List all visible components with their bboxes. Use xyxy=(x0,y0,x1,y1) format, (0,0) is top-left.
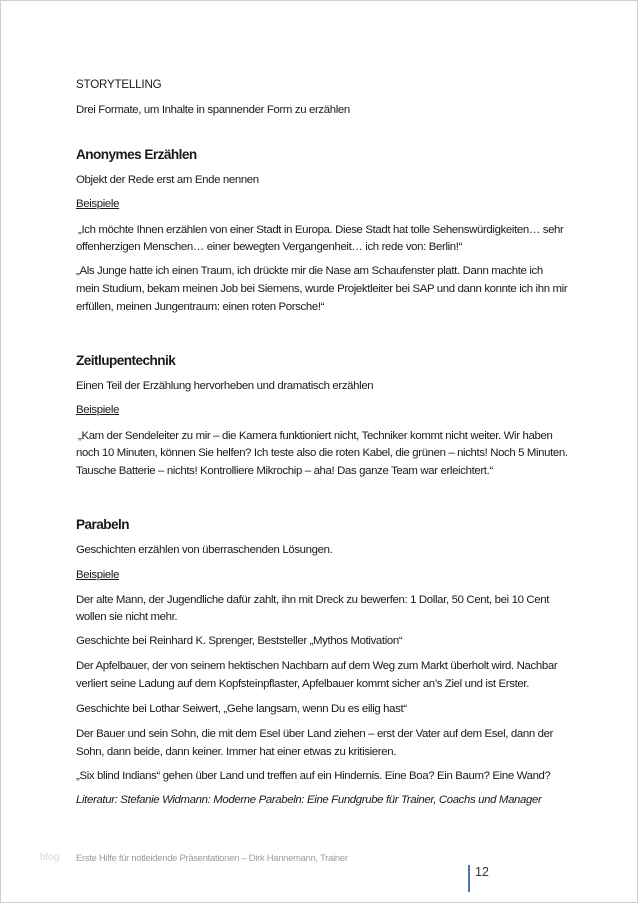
blog-watermark: blog xyxy=(40,852,60,863)
example-line: Geschichte bei Reinhard K. Sprenger, Beststeller „Mythos Motivation“ xyxy=(76,635,403,647)
example-line: mein Studium, bekam meinen Job bei Siemens, wurde Projektleiter bei SAP und dann konnte ich ihn mir xyxy=(76,283,568,295)
section-heading-anonymes-erzaehlen: Anonymes Erzählen xyxy=(76,147,197,162)
document-title: STORYTELLING xyxy=(76,78,162,91)
example-line: Der alte Mann, der Jugendliche dafür zahlt, ihn mit Dreck zu bewerfen: 1 Dollar, 50 Cent, bei 10 Cent xyxy=(76,594,550,606)
footer-rule xyxy=(468,865,470,892)
example-line: erfüllen, meinen Jungentraum: einen roten Porsche!“ xyxy=(76,301,325,313)
example-line: noch 10 Minuten, können Sie helfen? Ich teste also die roten Kabel, die grünen – nichts! Noch 5 Minuten. xyxy=(76,447,568,459)
example-line: „Six blind Indians“ gehen über Land und treffen auf ein Hindernis. Eine Boa? Ein Baum? Eine Wand? xyxy=(76,770,551,782)
literature-reference: Literatur: Stefanie Widmann: Moderne Parabeln: Eine Fundgrube für Trainer, Coachs und Manager xyxy=(76,794,542,806)
example-line: Tausche Batterie – nichts! Kontrolliere Mikrochip – aha! Das ganze Team war erleichtert.“ xyxy=(76,465,493,477)
example-line: Sohn, dann beide, dann keiner. Immer hat einer etwas zu kritisieren. xyxy=(76,746,397,758)
example-line: wollen sie nicht mehr. xyxy=(76,611,178,623)
example-line: Der Bauer und sein Sohn, die mit dem Esel über Land ziehen – erst der Vater auf dem Esel, dann der xyxy=(76,728,554,740)
document-subtitle: Drei Formate, um Inhalte in spannender Form zu erzählen xyxy=(76,104,350,116)
page-footer xyxy=(0,848,638,903)
footer-text: Erste Hilfe für notleidende Präsentationen – Dirk Hannemann, Trainer xyxy=(76,852,348,863)
example-line: „Als Junge hatte ich einen Traum, ich drückte mir die Nase am Schaufenster platt. Dann machte ich xyxy=(76,265,543,277)
example-line: Geschichte bei Lothar Seiwert, „Gehe langsam, wenn Du es eilig hast“ xyxy=(76,703,407,715)
example-line: „Kam der Sendeleiter zu mir – die Kamera funktioniert nicht, Techniker kommt nicht weiter. Wir haben xyxy=(78,430,553,442)
section-description: Einen Teil der Erzählung hervorheben und dramatisch erzählen xyxy=(76,380,374,392)
example-line: „Ich möchte Ihnen erzählen von einer Stadt in Europa. Diese Stadt hat tolle Sehenswürdigkeiten… sehr xyxy=(78,224,564,236)
example-line: verliert seine Ladung auf dem Kopfsteinpflaster, Apfelbauer kommt sicher an’s Ziel und ist Erster. xyxy=(76,678,530,690)
page-number: 12 xyxy=(475,865,489,879)
section-heading-parabeln: Parabeln xyxy=(76,517,130,532)
section-description: Objekt der Rede erst am Ende nennen xyxy=(76,174,259,186)
section-description: Geschichten erzählen von überraschenden Lösungen. xyxy=(76,544,333,556)
examples-label: Beispiele xyxy=(76,569,120,581)
examples-label: Beispiele xyxy=(76,198,120,210)
examples-label: Beispiele xyxy=(76,404,120,416)
example-line: offenherzigen Menschen… einer bewegten Vergangenheit… ich rede von: Berlin!“ xyxy=(76,241,463,253)
section-heading-zeitlupentechnik: Zeitlupentechnik xyxy=(76,353,176,368)
example-line: Der Apfelbauer, der von seinem hektischen Nachbarn auf dem Weg zum Markt überholt wird. Nachbar xyxy=(76,660,558,672)
